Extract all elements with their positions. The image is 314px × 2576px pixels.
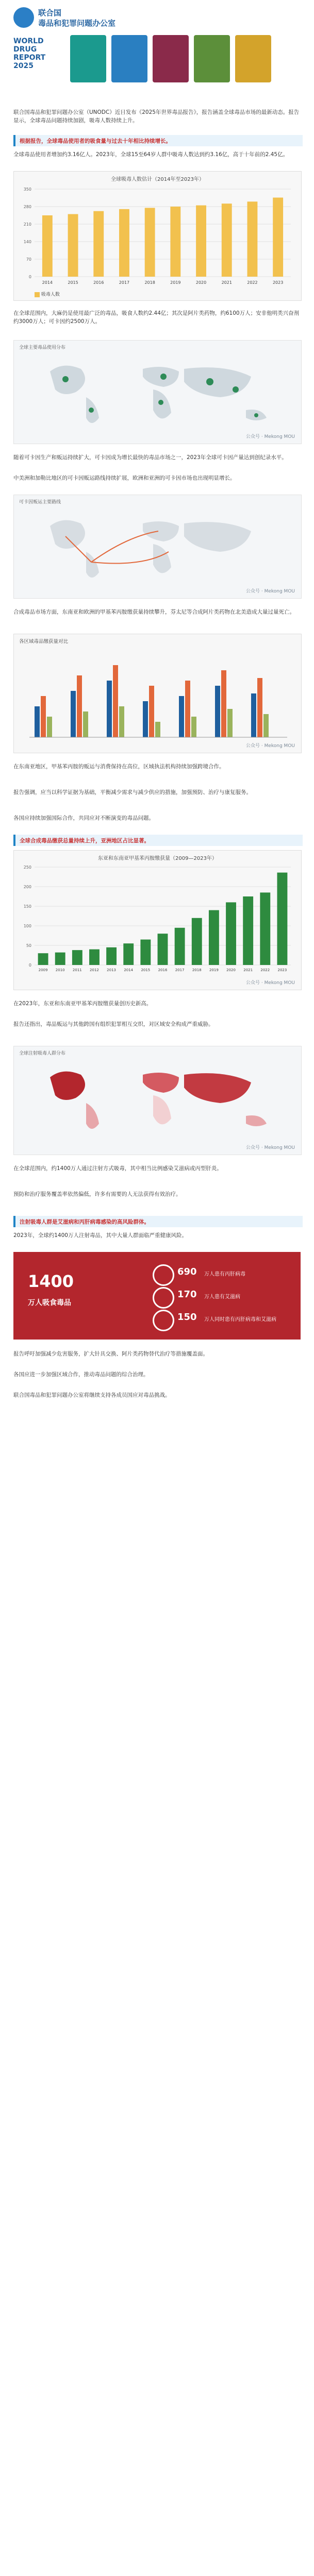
section8-paragraph-1: 在全球范围内，约1400万人通过注射方式吸毒，其中相当比例感染艾滋病或丙型肝炎。	[13, 1165, 222, 1172]
map2-watermark: 公众号 · Mekong MOU	[246, 589, 295, 594]
chart1-x-tick: 2018	[144, 280, 155, 285]
section2-paragraph: 在全球范围内，大麻仍是使用最广泛的毒品，吸食人数约2.44亿；其次是阿片类药物，约6100万人；安非他明类兴奋剂约3000万人；可卡因约2500万人。	[13, 310, 300, 325]
chart1-x-tick: 2021	[221, 280, 232, 285]
chart2-svg	[14, 645, 301, 753]
chart1-x-tick: 2016	[93, 280, 104, 285]
cover-image	[194, 35, 230, 82]
hero-report-covers	[13, 32, 301, 104]
chart3-x-tick: 2022	[260, 968, 270, 972]
chart3-y-tick: 250	[23, 865, 31, 870]
chart3-y-tick: 200	[23, 885, 31, 889]
section1-banner	[13, 135, 303, 146]
chart3-box	[13, 850, 302, 990]
chart1-x-tick: 2019	[170, 280, 181, 285]
stat3-label: 万人同时患有丙肝病毒和艾滋病	[204, 1317, 276, 1323]
chart3-x-tick: 2017	[175, 968, 185, 972]
stat3-value: 150	[177, 1312, 197, 1323]
chart1-y-tick: 350	[23, 187, 31, 192]
chart3-bar	[55, 953, 65, 965]
stat1-label: 万人患有丙肝病毒	[204, 1272, 245, 1277]
world-map-3	[13, 1046, 302, 1155]
chart1-y-tick: 140	[23, 240, 31, 244]
chart1-svg	[14, 184, 301, 297]
cover-image	[111, 35, 147, 82]
section10-paragraph-1: 报告呼吁加强减少危害服务，扩大针具交换、阿片类药物替代治疗等措施覆盖面。	[13, 1351, 208, 1357]
chart1-bar	[93, 211, 104, 277]
report-title-block	[13, 37, 60, 99]
chart3-x-tick: 2019	[209, 968, 219, 972]
chart3-x-tick: 2011	[72, 968, 82, 972]
chart3-bar	[209, 910, 219, 965]
stats-panel	[13, 1252, 301, 1340]
chart1-bar	[222, 204, 232, 277]
stat2-value: 170	[177, 1289, 197, 1300]
chart1-bar	[170, 207, 180, 277]
chart3-bar	[226, 902, 236, 965]
chart1-bar	[145, 208, 155, 277]
chart3-x-tick: 2009	[38, 968, 48, 972]
chart3-bar	[243, 896, 253, 965]
chart3-x-tick: 2020	[226, 968, 236, 972]
continents-icon	[50, 520, 251, 578]
cover-image	[235, 35, 271, 82]
chart3-bar	[123, 943, 134, 965]
report-year: 2025	[13, 62, 34, 70]
cover-image	[70, 35, 106, 82]
section8-paragraph-2: 预防和治疗服务覆盖率依然偏低，许多有需要的人无法获得有效治疗。	[13, 1191, 181, 1197]
section10-paragraph-3: 联合国毒品和犯罪问题办公室将继续支持各成员国应对毒品挑战。	[13, 1392, 171, 1398]
un-logo-icon	[13, 7, 34, 28]
legend-swatch	[35, 292, 40, 297]
org-title-line2: 毒品和犯罪问题办公室	[38, 19, 116, 28]
chart1-legend-label: 吸毒人数	[41, 292, 60, 297]
chart1-y-tick: 70	[26, 257, 31, 262]
chart1-legend	[35, 291, 60, 297]
section1-banner-text: 根据报告，全球毒品使用者的吸食量与过去十年相比持续增长。	[20, 138, 171, 144]
chart3-bar	[89, 950, 100, 965]
chart2-watermark: 公众号 · Mekong MOU	[246, 743, 295, 749]
chart1-x-tick: 2022	[247, 280, 258, 285]
section6-banner-text: 全球合成毒品缴获总量持续上升，亚洲地区占比显著。	[20, 838, 150, 844]
big-number: 1400	[28, 1272, 74, 1291]
section7-paragraph-1: 在2023年，东亚和东南亚甲基苯丙胺缴获量创历史新高。	[13, 1001, 152, 1007]
org-title-line1: 联合国	[38, 8, 62, 18]
world-map-svg	[14, 341, 301, 444]
chart1-y-tick: 280	[23, 205, 31, 209]
chart3-x-tick: 2023	[277, 968, 287, 972]
chart3-x-tick: 2021	[243, 968, 253, 972]
chart1-bar	[42, 215, 53, 277]
map1-title: 全球主要毒品使用分布	[19, 345, 66, 350]
chart3-x-tick: 2013	[107, 968, 117, 972]
chart1-bar	[68, 214, 78, 277]
chart3-svg	[14, 862, 301, 986]
chart1-x-tick: 2020	[195, 280, 207, 285]
chart3-y-tick: 50	[26, 943, 31, 948]
continents-icon	[50, 366, 267, 423]
chart2-box	[13, 634, 302, 753]
chart3-bar	[158, 934, 168, 965]
report-title-line2: DRUG	[13, 45, 37, 54]
chart1-y-tick: 210	[23, 222, 31, 227]
chart1-box	[13, 171, 302, 301]
chart3-x-tick: 2015	[141, 968, 151, 972]
chart1-y-tick: 0	[28, 275, 31, 279]
section5-paragraph-2: 报告强调，应当以科学证据为基础，平衡减少需求与减少供应的措施，加强预防、治疗与康复服务。	[13, 789, 252, 795]
chart3-x-tick: 2016	[158, 968, 168, 972]
world-map-2	[13, 495, 302, 599]
section4-paragraph: 合成毒品市场方面，东南亚和欧洲的甲基苯丙胺缴获量持续攀升，芬太尼等合成阿片类药物在北美造成大量过量死亡。	[13, 609, 295, 615]
header	[0, 0, 314, 31]
chart1-bar	[119, 209, 129, 277]
section3-paragraph-1: 随着可卡因生产和贩运持续扩大，可卡因成为增长最快的毒品市场之一，2023年全球可卡因产量达到创纪录水平。	[13, 454, 287, 461]
chart1-bar	[196, 206, 206, 277]
chart3-bar	[106, 947, 117, 965]
chart3-x-tick: 2014	[124, 968, 134, 972]
section1-paragraph: 全球毒品使用者增加约3.16亿人。2023年，全球15至64岁人群中吸毒人数达到约3.16亿，高于十年前的2.45亿。	[13, 151, 289, 158]
route-map-svg	[14, 495, 301, 598]
chart3-bar	[277, 873, 287, 965]
choropleth-map-svg	[14, 1046, 301, 1155]
chart1-x-tick: 2015	[68, 280, 78, 285]
cover-image	[153, 35, 189, 82]
chart1-bar	[247, 201, 258, 277]
chart3-bar	[175, 928, 185, 965]
chart3-y-tick: 100	[23, 924, 31, 928]
big-number-label: 万人吸食毒品	[28, 1299, 71, 1307]
chart3-x-tick: 2012	[90, 968, 99, 972]
chart1-x-tick: 2017	[119, 280, 130, 285]
section3-paragraph-2: 中美洲和加勒比地区的可卡因贩运路线持续扩展，欧洲和亚洲的可卡因市场也出现明显增长。	[13, 475, 236, 481]
chart3-title: 东亚和东南亚甲基苯丙胺缴获量（2009—2023年）	[98, 856, 217, 861]
chart1-title: 全球吸毒人数估计（2014年至2023年）	[111, 177, 204, 182]
map3-title: 全球注射吸毒人群分布	[19, 1051, 66, 1056]
section7-paragraph-2: 报告还指出，毒品贩运与其他跨国有组织犯罪相互交织，对区域安全构成严重威胁。	[13, 1021, 214, 1027]
chart3-x-tick: 2010	[55, 968, 65, 972]
chart3-bar	[72, 950, 82, 965]
chart3-y-tick: 0	[28, 963, 31, 968]
intro-paragraph: 联合国毒品和犯罪问题办公室（UNODC）近日发布《2025年世界毒品报告》，报告涵盖全球毒品市场的最新动态。报告显示，全球毒品问题持续加剧，吸毒人数持续上升。	[13, 109, 300, 124]
chart3-watermark: 公众号 · Mekong MOU	[246, 980, 295, 986]
section5-paragraph-3: 各国应持续加强国际合作，共同应对不断演变的毒品问题。	[13, 815, 154, 821]
chart3-bar	[192, 918, 202, 965]
chart3-bar	[140, 940, 151, 965]
continents-icon	[50, 1072, 267, 1129]
section9-banner-text: 注射吸毒人群是艾滋病和丙肝病毒感染的高风险群体。	[20, 1219, 150, 1225]
section5-paragraph-1: 在东南亚地区，甲基苯丙胺的贩运与消费保持在高位，区域执法机构持续加强跨境合作。	[13, 764, 225, 770]
chart3-y-tick: 150	[23, 904, 31, 909]
chart1-x-tick: 2014	[42, 280, 53, 285]
map2-title: 可卡因贩运主要路线	[19, 500, 61, 505]
section10-paragraph-2: 各国应进一步加强区域合作，推动毒品问题的综合治理。	[13, 1371, 149, 1378]
section6-banner	[13, 835, 303, 846]
report-title-line3: REPORT	[13, 54, 46, 62]
world-map-1	[13, 340, 302, 444]
stats-list	[153, 1261, 292, 1330]
chart3-bar	[260, 892, 270, 965]
chart1-x-tick: 2023	[272, 280, 284, 285]
section9-banner	[13, 1216, 303, 1227]
chart2-bars	[35, 665, 269, 737]
map1-watermark: 公众号 · Mekong MOU	[246, 434, 295, 439]
chart3-x-tick: 2018	[192, 968, 202, 972]
stat1-value: 690	[177, 1266, 197, 1277]
stat2-ring-icon	[153, 1287, 174, 1309]
chart1-bar	[273, 198, 283, 277]
stat1-ring-icon	[153, 1264, 174, 1286]
section9-paragraph: 2023年，全球约1400万人注射毒品，其中大量人群面临严重健康风险。	[13, 1232, 187, 1239]
report-title-line1: WORLD	[13, 37, 44, 45]
stat2-label: 万人患有艾滋病	[204, 1294, 240, 1300]
chart3-bar	[38, 953, 48, 965]
map3-watermark: 公众号 · Mekong MOU	[246, 1145, 295, 1150]
chart2-title: 各区域毒品缴获量对比	[19, 639, 69, 645]
stat3-ring-icon	[153, 1310, 174, 1331]
